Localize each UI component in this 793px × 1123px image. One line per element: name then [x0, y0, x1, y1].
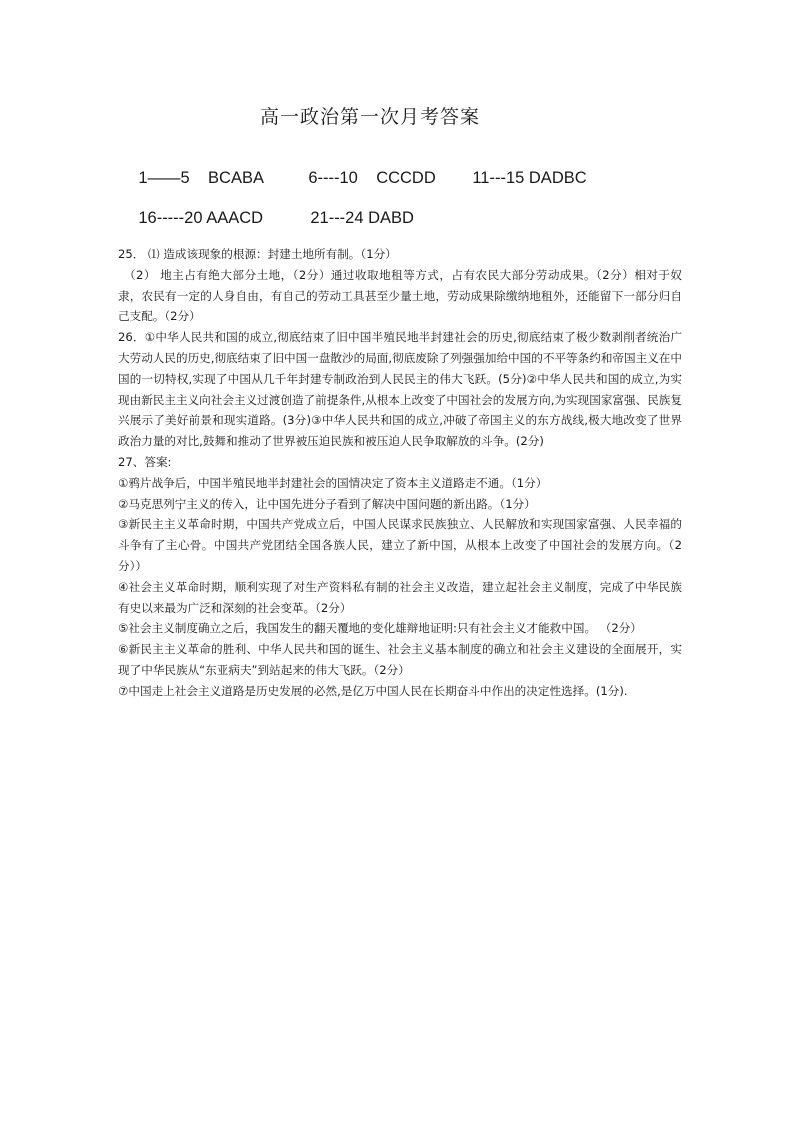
q25-part1: 25． ⑴ 造成该现象的根源：封建土地所有制。（1分）: [118, 247, 397, 261]
q27-heading: 27、答案:: [118, 454, 172, 469]
q27-point-2: ②马克思列宁主义的传入，让中国先进分子看到了解决中国问题的新出路。（1分）: [118, 496, 536, 511]
q25-part2: （2） 地主占有绝大部分土地，（2分）通过收取地租等方式，占有农民大部分劳动成果。（2分）相对于奴隶，农民有一定的人身自由，有自己的劳动工具甚至少量土地，劳动成果除缴纳地租外，还能留下一部分归自己支配。（2分）: [118, 267, 682, 324]
q27-point-6: ⑥新民主主义革命的胜利、中华人民共和国的诞生、社会主义基本制度的确立和社会主义建设的全面展开，实现了中华民族从“东亚病夫”到站起来的伟大飞跃。（2分）: [118, 642, 682, 677]
q27-point-4: ④社会主义革命时期，顺利实现了对生产资料私有制的社会主义改造，建立起社会主义制度，完成了中华民族有史以来最为广泛和深刻的社会变革。（2分）: [118, 579, 682, 615]
answer-key-range-1-5: 1——5 BCABA: [138, 169, 264, 187]
answer-key-line-2: [120, 190, 414, 247]
answer-key-range-6-10: 6----10 CCCDD: [308, 169, 436, 187]
q26-answer: 26．①中华人民共和国的成立,彻底结束了旧中国半殖民地半封建社会的历史,彻底结束了极少数剥削者统治广大劳动人民的历史,彻底结束了旧中国一盘散沙的局面,彻底废除了列强强加给中国的不平等条约和帝国主义在中国的一切特权,实现了中国从几千年封建专制政治到人民民主的伟大飞跃。(5分)②中华人民共和国的成立,为实现由新民主主义向社会主义过渡创造了前提条件,从根本上改变了中国社会的发展方向,为实现国家富强、民族复兴展示了美好前景和现实道路。(3分)③中华人民共和国的成立,冲破了帝国主义的东方战线,极大地改变了世界政治力量的对比,鼓舞和推动了世界被压迫民族和被压迫人民争取解放的斗争。(2分): [118, 330, 682, 449]
answer-key-range-16-20: 16-----20 AAACD: [138, 209, 264, 227]
q27-point-3: ③新民主主义革命时期，中国共产党成立后，中国人民谋求民族独立、人民解放和实现国家富强、人民幸福的斗争有了主心骨。中国共产党团结全国各族人民，建立了新中国，从根本上改变了中国社会的发展方向。（2分））: [118, 517, 682, 573]
q27-point-5: ⑤社会主义制度确立之后，我国发生的翻天覆地的变化雄辩地证明:只有社会主义才能救中国。 （2分）: [118, 621, 642, 636]
answer-key-range-21-24: 21---24 DABD: [310, 209, 414, 227]
answer-explanations: [118, 244, 682, 702]
q27-point-1: ①鸦片战争后，中国半殖民地半封建社会的国情决定了资本主义道路走不通。（1分）: [118, 475, 548, 490]
q27-point-7: ⑦中国走上社会主义道路是历史发展的必然,是亿万中国人民在长期奋斗中作出的决定性选择。(1分).: [118, 683, 628, 698]
page-title: 高一政治第一次月考答案: [259, 106, 480, 128]
answer-key-range-11-15: 11---15 DADBC: [472, 169, 587, 187]
